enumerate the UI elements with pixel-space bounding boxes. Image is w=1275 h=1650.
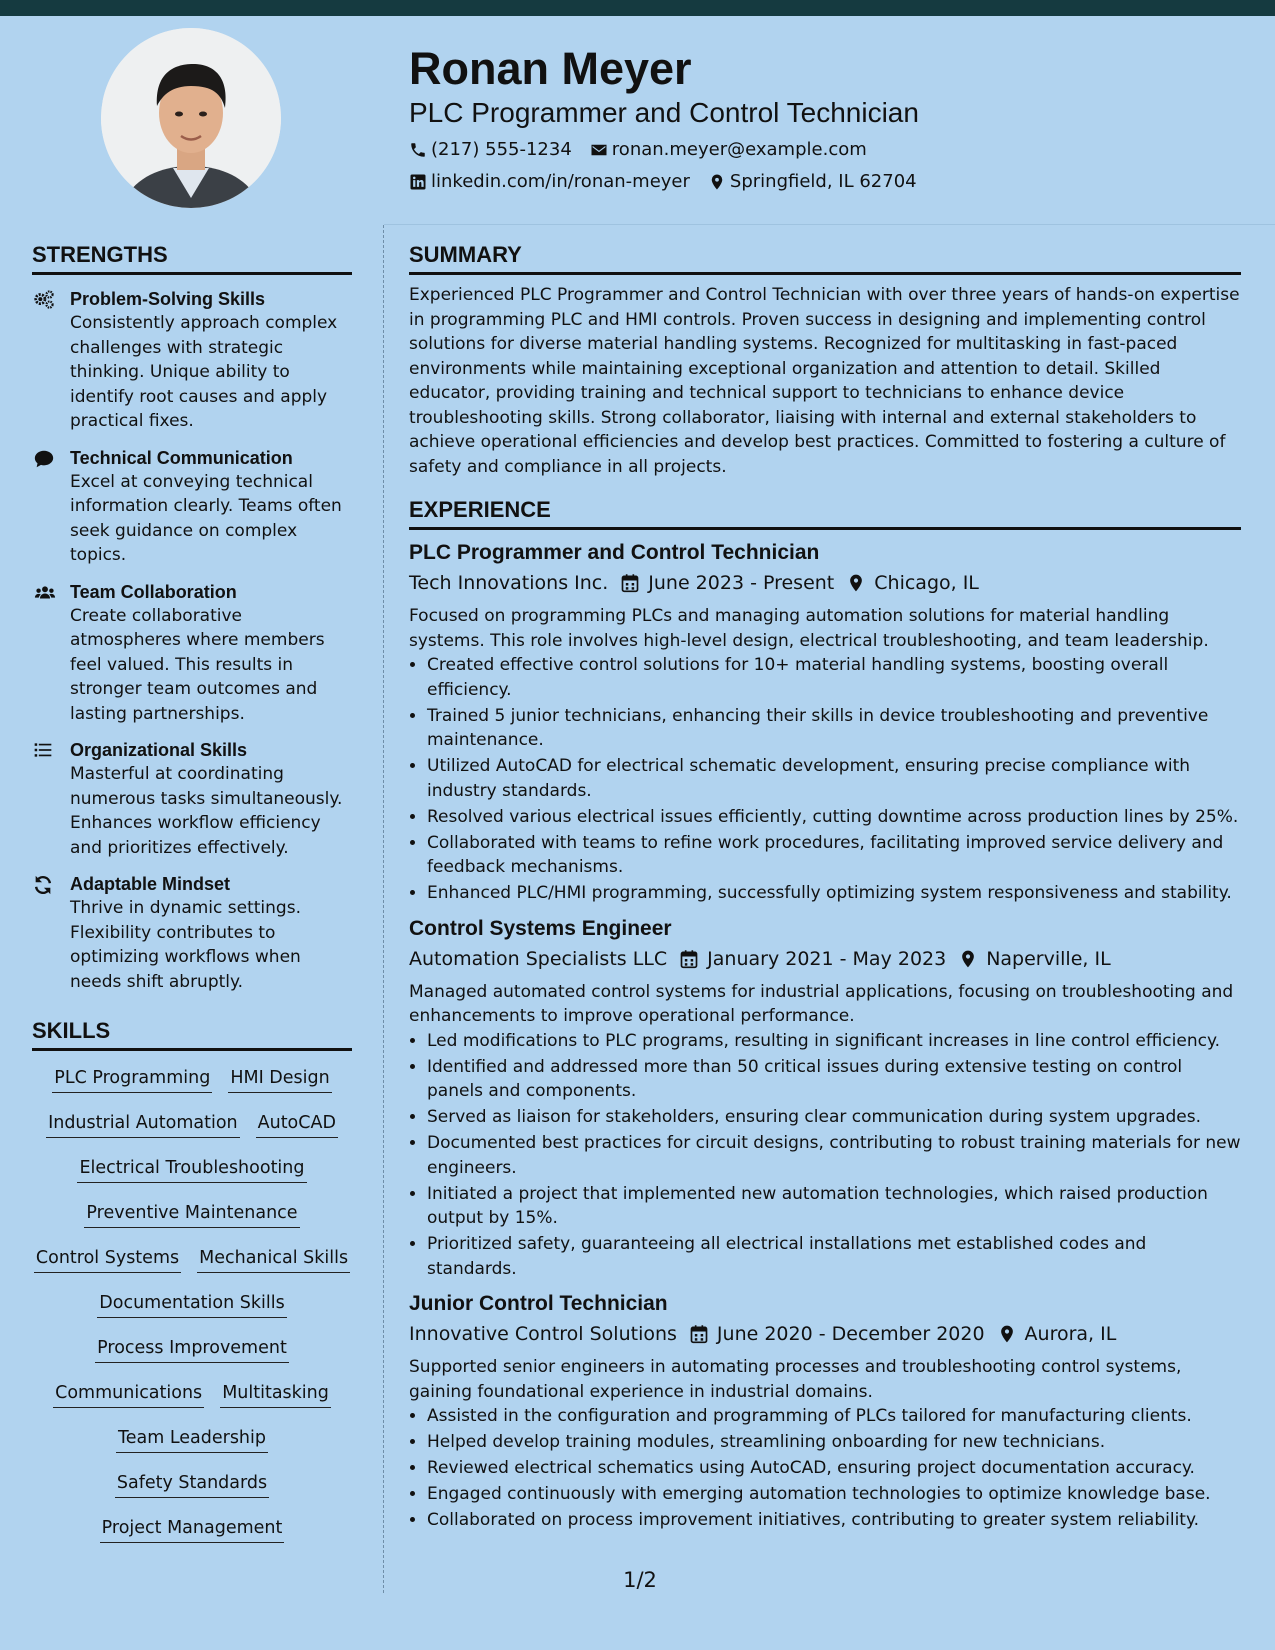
strength-desc: Masterful at coordinating numerous tasks simultaneously. Enhances workflow efficiency and prioritizes effectively. (70, 764, 343, 858)
job-dates: June 2020 - December 2020 (716, 1323, 985, 1345)
skill-tag: Documentation Skills (97, 1286, 286, 1318)
strength-item (32, 872, 352, 994)
job-location: Chicago, IL (874, 572, 979, 594)
skill-tag: Communications (53, 1376, 204, 1408)
strengths-heading: STRENGTHS (32, 240, 352, 275)
phone-icon (409, 141, 427, 159)
job-company: Tech Innovations Inc. (409, 572, 609, 594)
job-description: Managed automated control systems for industrial applications, focusing on troubleshooting and enhancements to improve operational performance. (409, 981, 1234, 1026)
map-pin-icon (708, 173, 726, 191)
skill-tag: Mechanical Skills (197, 1241, 350, 1273)
job-description: Supported senior engineers in automating processes and troubleshooting control systems, gaining foundational experience in industrial domains. (409, 1357, 1182, 1402)
page-number: 1/2 (623, 1568, 657, 1592)
skill-tag: Multitasking (220, 1376, 331, 1408)
job-meta (409, 568, 1241, 598)
location-text: Springfield, IL 62704 (729, 171, 917, 192)
strength-desc: Consistently approach complex challenges with strategic thinking. Unique ability to identify root causes and apply practical fixes. (70, 313, 338, 431)
job-location: Aurora, IL (1024, 1323, 1117, 1345)
skill-tag: Team Leadership (116, 1421, 268, 1453)
right-column (409, 240, 1241, 1534)
skill-tag: Control Systems (34, 1241, 181, 1273)
profile-photo (101, 28, 281, 208)
job-meta (409, 944, 1241, 974)
contact-row-1 (409, 134, 1249, 166)
linkedin-icon (409, 173, 427, 191)
map-pin-icon (958, 949, 978, 969)
skill-tag: Electrical Troubleshooting (77, 1151, 306, 1183)
job-bullet: • Led modifications to PLC programs, resulting in significant increases in line control efficiency. (427, 1029, 1241, 1054)
location-contact (708, 166, 917, 198)
contact-row-2 (409, 166, 1249, 198)
speech-bubble-icon (32, 448, 56, 470)
job-bullet: • Served as liaison for stakeholders, ensuring clear communication during system upgrades. (427, 1105, 1241, 1130)
job-bullet: • Identified and addressed more than 50 critical issues during extensive testing on control panels and components. (427, 1055, 1241, 1104)
job-company: Innovative Control Solutions (409, 1323, 677, 1345)
top-bar (0, 0, 1275, 16)
job-title: PLC Programmer and Control Technician (409, 541, 820, 564)
job-bullets (409, 1029, 1241, 1282)
job-description: Focused on programming PLCs and managing automation solutions for material handling systems. This role involves high-level design, electrical troubleshooting, and team leadership. (409, 606, 1209, 651)
job-bullets (409, 1404, 1241, 1533)
linkedin-text: linkedin.com/in/ronan-meyer (431, 171, 690, 192)
resume-header (409, 42, 1249, 198)
strength-title: Team Collaboration (70, 581, 237, 602)
job-bullet: • Prioritized safety, guaranteeing all electrical installations met established codes and standards. (427, 1232, 1241, 1281)
strength-title: Organizational Skills (70, 740, 248, 760)
candidate-title: PLC Programmer and Control Technician (409, 97, 919, 128)
gears-icon (32, 289, 56, 311)
job-bullet: • Created effective control solutions for 10+ material handling systems, boosting overall efficiency. (427, 653, 1241, 702)
job-entry (409, 914, 1241, 1282)
experience-heading: EXPERIENCE (409, 495, 1241, 530)
job-entry (409, 1289, 1241, 1533)
job-dates: June 2023 - Present (648, 572, 835, 594)
skill-tag: HMI Design (228, 1061, 331, 1093)
job-bullet: • Utilized AutoCAD for electrical schematic development, ensuring precise compliance with industry standards. (427, 754, 1241, 803)
strength-title: Problem-Solving Skills (70, 289, 266, 309)
strength-title: Adaptable Mindset (70, 874, 231, 894)
email-text: ronan.meyer@example.com (611, 139, 867, 160)
job-location: Naperville, IL (986, 947, 1111, 970)
calendar-icon (679, 949, 699, 969)
strength-item (32, 738, 352, 860)
envelope-icon (590, 141, 608, 159)
calendar-icon (620, 573, 640, 593)
summary-heading: SUMMARY (409, 240, 1241, 275)
linkedin-contact[interactable] (409, 166, 690, 198)
skill-tag: Preventive Maintenance (84, 1196, 299, 1228)
calendar-icon (689, 1324, 709, 1344)
strength-item (32, 580, 352, 727)
job-title: Junior Control Technician (409, 1292, 668, 1315)
skill-tag: Safety Standards (115, 1466, 269, 1498)
strength-desc: Excel at conveying technical information clearly. Teams often seek guidance on complex topics. (70, 471, 342, 565)
column-divider (383, 225, 384, 1593)
people-group-icon (32, 582, 58, 604)
left-column (32, 240, 352, 1556)
list-icon (32, 740, 54, 760)
job-bullet: • Reviewed electrical schematics using AutoCAD, ensuring project documentation accuracy. (427, 1456, 1241, 1481)
job-bullet: • Resolved various electrical issues efficiently, cutting downtime across production lines by 25%. (427, 805, 1241, 830)
skill-tag: Process Improvement (95, 1331, 289, 1363)
map-pin-icon (997, 1324, 1017, 1344)
job-company: Automation Specialists LLC (409, 947, 668, 970)
skill-tag: PLC Programming (52, 1061, 212, 1093)
phone-contact[interactable] (409, 134, 572, 166)
job-bullet: • Helped develop training modules, streamlining onboarding for new technicians. (427, 1430, 1241, 1455)
strength-item (32, 287, 352, 434)
job-bullet: • Documented best practices for circuit designs, contributing to robust training materials for new engineers. (427, 1131, 1241, 1180)
job-bullet: • Collaborated with teams to refine work procedures, facilitating improved service delivery and feedback mechanisms. (427, 831, 1241, 880)
job-bullets (409, 653, 1241, 906)
email-contact[interactable] (590, 134, 867, 166)
job-bullet: • Initiated a project that implemented new automation technologies, which raised production output by 15%. (427, 1182, 1241, 1231)
strength-desc: Thrive in dynamic settings. Flexibility contributes to optimizing workflows when needs shift abruptly. (70, 898, 301, 992)
phone-text: (217) 555-1234 (431, 139, 572, 160)
strength-desc: Create collaborative atmospheres where members feel valued. This results in stronger team outcomes and lasting partnerships. (70, 605, 325, 724)
strength-item (32, 446, 352, 568)
job-bullet: • Assisted in the configuration and programming of PLCs tailored for manufacturing clients. (427, 1404, 1241, 1429)
sync-icon (32, 874, 54, 896)
skills-heading: SKILLS (32, 1016, 352, 1051)
skills-list (32, 1061, 352, 1556)
job-bullet: • Engaged continuously with emerging automation technologies to optimize knowledge base. (427, 1482, 1241, 1507)
job-bullet: • Trained 5 junior technicians, enhancing their skills in device troubleshooting and preventive maintenance. (427, 704, 1241, 753)
job-meta (409, 1319, 1241, 1349)
skill-tag: Industrial Automation (46, 1106, 240, 1138)
job-entry (409, 538, 1241, 906)
job-bullet: • Collaborated on process improvement initiatives, contributing to greater system reliability. (427, 1508, 1241, 1533)
map-pin-icon (846, 573, 866, 593)
candidate-name: Ronan Meyer (409, 43, 692, 94)
strength-title: Technical Communication (70, 447, 293, 468)
summary-text: Experienced PLC Programmer and Control Technician with over three years of hands-on expertise in programming PLC and HMI controls. Proven success in designing and implementing control solutions for diverse material handling systems. Recognized for multitasking in fast-paced environments while maintaining exceptional organization and attention to detail. Skilled educator, providing training and technical support to technicians to enhance device troubleshooting skills. Strong collaborator, liaising with internal and external stakeholders to achieve operational efficiencies and develop best practices. Committed to fostering a culture of safety and compliance in all projects. (409, 285, 1240, 477)
skill-tag: Project Management (100, 1511, 285, 1543)
job-dates: January 2021 - May 2023 (707, 947, 947, 970)
job-bullet: • Enhanced PLC/HMI programming, successfully optimizing system responsiveness and stability. (427, 881, 1241, 906)
job-title: Control Systems Engineer (409, 916, 672, 940)
header-divider (384, 224, 1275, 225)
skill-tag: AutoCAD (256, 1106, 338, 1138)
